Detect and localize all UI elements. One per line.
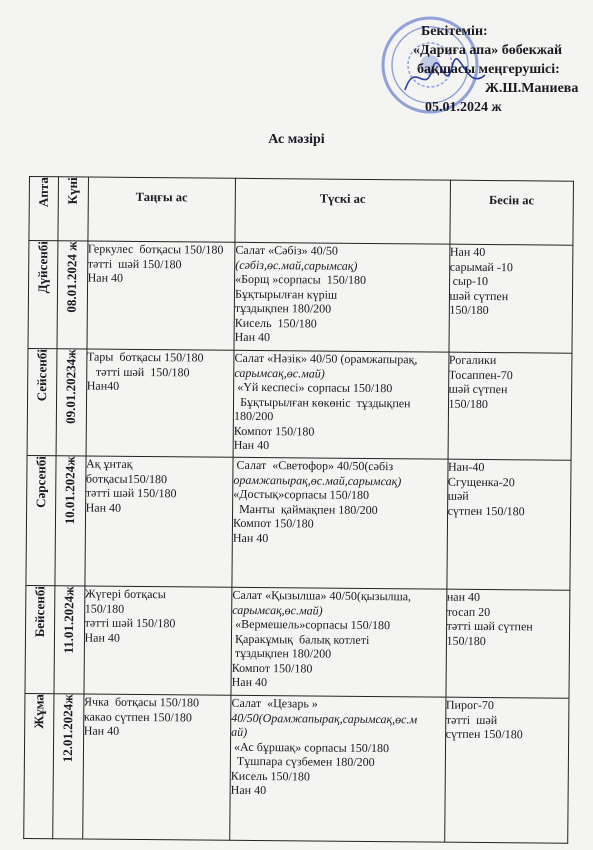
menu-line: Нан 40 [83,723,120,738]
menu-line: шәй сүтпен [448,381,508,397]
menu-line: тәтті шәй 150/180 [85,485,177,501]
menu-line: 180/200 [233,408,274,424]
menu-line: сарымай -10 [449,259,513,274]
menu-line: Нан 40 [87,270,124,285]
lunch-cell [231,587,446,697]
page-title: Ас мәзірі [268,132,325,147]
menu-line: Салат «Сәбіз» 40/50 [235,242,339,258]
menu-line: Компот 150/180 [231,660,313,675]
weekday-cell: Жұма [24,693,55,838]
lunch-cell [232,457,448,589]
approval-position: бақшасы меңгерушісі: [417,62,560,77]
date-cell: 10.01.2024ж [55,456,85,586]
menu-line: Сгущенка-20 [447,474,515,489]
weekday-cell: Сәрсенбі [26,455,56,585]
menu-line: Салат «Қызылша» 40/50(қызылша, [232,587,412,604]
breakfast-cell [82,694,231,840]
menu-line: тәтті шәй 150/180 [84,615,176,631]
header-row [29,177,574,246]
menu-line: Салат «Цезарь » [231,695,318,711]
menu-line: 40/50(Орамжапырақ,сарымсақ,өс.м [231,710,418,726]
menu-line: орамжапырақ,өс.май,сарымсақ) [233,472,402,488]
menu-line: Пирог-70 [445,697,494,713]
menu-line: Нан-40 [447,459,485,474]
menu-line: Салат «Нәзік» 40/50 (орамжапырақ, [234,350,418,367]
menu-line: тұздықпен 180/200 [234,300,332,316]
menu-line: сыр-10 [449,273,489,289]
menu-line: Нан 40 [232,530,269,545]
menu-line: Ақ ұнтақ [85,456,133,471]
weekday-cell: Дүйсенбі [28,241,58,349]
menu-line: Тары ботқасы 150/180 [86,349,204,365]
breakfast-cell [87,241,235,350]
breakfast-cell [86,349,234,457]
approval-org: «Дариға апа» бөбекжай [413,43,563,58]
menu-line: «Вермешель»сорпасы 150/180 [232,616,391,633]
menu-line: шәй сүтпен [449,288,509,303]
snack-cell [448,244,572,353]
snack-cell [445,589,569,698]
menu-line: Бұқтырылған көкөніс тұздықпен [234,394,411,410]
menu-line: 150/180 [446,633,486,648]
menu-line: Рогалики [448,352,497,368]
menu-line: Тосаппен-70 [448,367,513,382]
menu-line: сарымсақ,өс.май) [232,602,323,618]
date-cell: 11.01.2024ж [54,586,84,694]
menu-line: 150/180 [84,601,125,616]
approval-block [395,22,590,117]
menu-line: Салат «Светофор» 40/50(сәбіз [233,457,394,474]
menu-line: Тұшпара сүзбемен 180/200 [230,753,375,770]
menu-line: тәтті шәй 150/180 [86,364,190,379]
approval-date: 05.01.2024 ж [425,100,502,115]
menu-line: «Үй кеспесі» сорпасы 150/180 [234,379,393,396]
table-row [24,693,569,843]
menu-line: Нан 40 [231,674,268,690]
menu-line: тұздықпен 180/200 [231,645,332,661]
snack-cell [446,459,571,590]
date-cell: 08.01.2024 ж [57,241,87,349]
lunch-cell [230,695,446,842]
header-day: Күні [58,177,88,241]
breakfast-cell [84,456,233,587]
menu-line: Геркулес ботқасы 150/180 [87,241,224,257]
menu-line: нан 40 [446,589,481,604]
menu-line: Нан 40 [233,437,270,453]
menu-line: Жүгері ботқасы [84,586,166,602]
menu-line: «Борщ »сорпасы 150/180 [235,271,367,287]
approval-heading: Бекітемін: [421,24,488,39]
menu-line: Нан 40 [85,500,122,515]
menu-line: «Достық»сорпасы 150/180 [233,486,370,502]
approval-name: Ж.Ш.Маниева [485,81,579,96]
snack-cell [444,697,569,843]
menu-line: Нан 40 [230,782,267,798]
table-row [28,241,573,354]
breakfast-cell [84,586,232,695]
menu-line: тосап 20 [446,604,491,619]
menu-line: ботқасы150/180 [85,471,168,486]
table-row [27,348,572,460]
menu-body [24,241,573,844]
table-row [25,585,570,698]
menu-line: (сәбіз,өс.май,сарымсақ) [235,257,358,273]
menu-line: сарымсақ,өс.май) [234,365,325,381]
menu-line: сүтпен 150/180 [445,726,523,742]
lunch-cell [234,242,449,352]
menu-line: Нан40 [86,378,120,393]
menu-line: сүтпен 150/180 [447,503,525,518]
header-lunch: Түскі ас [235,178,450,244]
menu-line: тәтті шәй 150/180 [87,256,182,271]
table-row [26,455,571,590]
date-cell: 12.01.2024ж [53,694,84,839]
menu-line: Нан 40 [84,630,121,645]
snack-cell [448,352,572,460]
menu-line: тәтті шәй сүтпен [446,618,533,634]
menu-line: Компот 150/180 [233,423,315,439]
lunch-cell [233,350,448,459]
weekday-cell: Бейсенбі [25,585,55,693]
menu-table [23,176,574,844]
menu-line: ай) [231,724,248,739]
date-cell: 09.01.20234ж [56,349,86,456]
menu-line: тәтті шәй [445,712,498,727]
menu-line: 150/180 [448,396,488,411]
header-breakfast: Таңғы ас [87,177,235,242]
menu-line: Бұқтырылған күріш [234,286,338,302]
menu-line: шәй [447,488,469,503]
menu-line: Нан 40 [234,329,271,345]
weekday-cell: Сейсенбі [27,348,57,455]
menu-line: какао сүтпен 150/180 [83,708,192,724]
header-snack: Бесін ас [449,180,573,245]
menu-line: 150/180 [449,302,489,318]
menu-line: Ячка ботқасы 150/180 [83,694,200,710]
menu-line: Кисель 150/180 [230,768,310,783]
header-week: Апта [29,177,59,241]
menu-line: Кисель 150/180 [234,315,317,331]
menu-line: Қаракұмық балық котлеті [231,631,370,647]
menu-line: «Ас бұршақ» сорпасы 150/180 [231,739,390,755]
menu-line: Нан 40 [449,244,486,259]
menu-line: Манты қаймақпен 180/200 [233,501,378,517]
menu-line: Компот 150/180 [232,515,314,531]
